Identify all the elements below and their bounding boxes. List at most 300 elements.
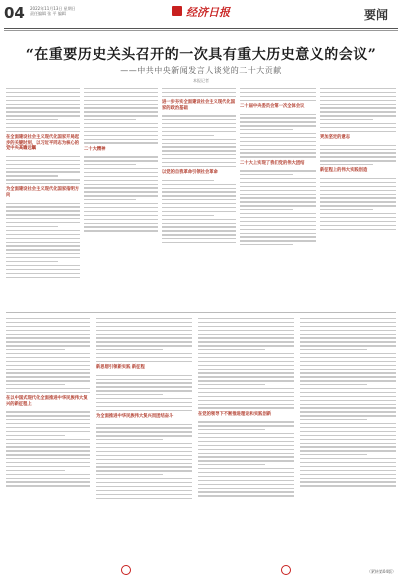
text-line [6, 443, 90, 444]
text-line [240, 156, 316, 157]
text-line [198, 495, 294, 496]
text-line [162, 234, 236, 235]
text-line [96, 382, 192, 383]
text-line [198, 476, 294, 477]
text-line [198, 369, 294, 370]
text-line [96, 482, 192, 483]
text-line [240, 114, 316, 115]
text-line [6, 439, 90, 440]
text-line [6, 337, 90, 338]
text-line [6, 330, 90, 331]
text-line [198, 407, 294, 408]
text-line [96, 379, 192, 380]
text-line [162, 88, 236, 89]
text-line [162, 230, 236, 231]
text-line [6, 127, 80, 128]
text-line [300, 466, 396, 467]
text-line [84, 88, 158, 89]
text-line [6, 380, 90, 381]
text-line [6, 164, 80, 165]
text-line [96, 435, 192, 436]
text-line [300, 470, 396, 471]
header-rule [4, 28, 398, 29]
text-line [300, 357, 396, 358]
section-subhead: 二十大精神 [84, 146, 106, 152]
column-3 [162, 88, 236, 310]
text-line [84, 127, 158, 128]
text-line [6, 365, 90, 366]
text-line [162, 215, 214, 216]
text-line [84, 168, 158, 169]
text-line [6, 485, 90, 486]
text-line [6, 470, 65, 471]
text-line [162, 139, 236, 140]
text-line [198, 337, 294, 338]
text-line [6, 245, 80, 246]
text-line [96, 463, 192, 464]
text-line [198, 437, 294, 438]
text-line [162, 154, 236, 155]
text-line [6, 269, 80, 270]
text-line [240, 190, 316, 191]
text-line [6, 427, 90, 428]
section-divider [6, 312, 396, 313]
text-line [6, 450, 90, 451]
column-2 [84, 88, 158, 310]
text-line [240, 88, 316, 89]
text-line [240, 205, 316, 206]
text-line [198, 425, 294, 426]
text-line [6, 261, 58, 262]
text-line [198, 421, 294, 422]
editor-line: 责任编辑 张 平 编辑 [30, 11, 66, 16]
text-line [162, 180, 214, 181]
page-mark [281, 565, 291, 575]
text-line [240, 170, 316, 171]
text-line [162, 123, 236, 124]
text-line [198, 330, 294, 331]
section-subhead: 二十届中央委员会第一次全体会议 [240, 103, 305, 109]
text-line [96, 451, 192, 452]
text-line [300, 326, 396, 327]
emblem-icon [172, 6, 182, 16]
newspaper-logo [172, 4, 242, 20]
text-line [320, 92, 396, 93]
text-line [240, 137, 316, 138]
text-line [240, 217, 316, 218]
text-line [96, 398, 192, 399]
text-line [6, 423, 90, 424]
text-line [96, 424, 192, 425]
section-label: 要闻 [363, 8, 388, 22]
column-8 [198, 318, 294, 564]
text-line [162, 92, 236, 93]
text-line [320, 201, 396, 202]
page-number: 04 [4, 4, 25, 22]
text-line [240, 182, 316, 183]
text-line [300, 481, 396, 482]
text-line [96, 326, 192, 327]
text-line [6, 322, 90, 323]
section-subhead: 更加坚定的意志 [320, 135, 351, 141]
text-line [240, 201, 316, 202]
text-line [198, 380, 294, 381]
text-line [84, 131, 158, 132]
text-line [300, 330, 396, 331]
text-line [6, 419, 90, 420]
text-line [198, 372, 294, 373]
text-line [96, 341, 192, 342]
text-line [6, 345, 90, 346]
text-line [320, 217, 396, 218]
logo-text: 经济日报 [186, 6, 230, 19]
text-line [6, 388, 90, 389]
text-line [6, 175, 58, 176]
text-line [162, 127, 236, 128]
text-line [84, 180, 158, 181]
text-line [6, 88, 80, 89]
text-line [84, 111, 158, 112]
text-line [300, 361, 396, 362]
text-line [198, 445, 294, 446]
text-line [320, 213, 396, 214]
text-line [320, 88, 396, 89]
text-line [320, 107, 396, 108]
text-line [198, 388, 294, 389]
column-4 [240, 88, 316, 310]
text-line [300, 341, 396, 342]
text-line [198, 491, 294, 492]
text-line [96, 410, 192, 411]
text-line [198, 404, 294, 405]
text-line [198, 326, 294, 327]
text-line [198, 472, 294, 473]
text-line [300, 376, 396, 377]
text-line [6, 411, 90, 412]
text-line [320, 131, 396, 132]
text-line [6, 218, 80, 219]
text-line [240, 225, 316, 226]
text-line [320, 194, 396, 195]
text-line [6, 131, 80, 132]
text-line [300, 404, 396, 405]
text-line [6, 156, 80, 157]
text-line [240, 125, 316, 126]
text-line [6, 123, 80, 124]
text-line [240, 141, 316, 142]
section-subhead: 为全面建设社会主义现代化国家指明方向 [6, 187, 80, 198]
text-line [300, 474, 396, 475]
text-line [6, 384, 65, 385]
text-line [84, 164, 136, 165]
text-line [240, 133, 316, 134]
text-line [240, 236, 316, 237]
text-line [162, 199, 236, 200]
section-subhead: 进一步夯实全面建设社会主义现代化国家的政治基础 [162, 100, 236, 111]
text-line [6, 168, 80, 169]
text-line [320, 225, 396, 226]
text-line [240, 152, 316, 153]
text-line [96, 478, 192, 479]
text-line [6, 179, 80, 180]
text-line [96, 357, 192, 358]
text-line [96, 494, 192, 495]
text-line [320, 160, 396, 161]
masthead [0, 0, 402, 28]
text-line [6, 257, 80, 258]
text-line [320, 115, 396, 116]
text-line [162, 207, 236, 208]
text-line [84, 96, 158, 97]
text-line [96, 427, 192, 428]
text-line [320, 100, 396, 101]
text-line [198, 322, 294, 323]
text-line [96, 498, 192, 499]
text-line [198, 396, 294, 397]
text-line [96, 406, 192, 407]
text-line [162, 131, 236, 132]
text-line [320, 164, 373, 165]
text-line [84, 100, 158, 101]
text-line [320, 209, 373, 210]
text-line [84, 123, 158, 124]
text-line [84, 191, 158, 192]
text-line [198, 449, 294, 450]
section-subhead: 新征程上的伟大实践创造 [320, 168, 368, 174]
text-line [6, 372, 90, 373]
text-line [162, 223, 236, 224]
text-line [6, 341, 90, 342]
text-line [96, 402, 192, 403]
text-line [96, 443, 192, 444]
text-line [240, 100, 316, 101]
text-line [240, 129, 293, 130]
date-block [30, 6, 90, 16]
text-line [162, 143, 236, 144]
text-line [162, 211, 236, 212]
text-line [240, 96, 316, 97]
text-line [84, 184, 158, 185]
text-line [240, 186, 316, 187]
text-line [198, 453, 294, 454]
text-line [300, 345, 396, 346]
text-line [84, 219, 158, 220]
text-line [96, 334, 192, 335]
text-line [84, 207, 158, 208]
text-line [300, 349, 367, 350]
text-line [6, 104, 80, 105]
text-line [96, 474, 163, 475]
text-line [96, 455, 192, 456]
text-line [240, 174, 293, 175]
text-line [6, 238, 80, 239]
text-line [6, 230, 80, 231]
text-line [6, 107, 80, 108]
text-line [198, 468, 294, 469]
section-subhead: 以党的自我革命引领社会革命 [162, 170, 218, 176]
section-subhead: 在以中国式现代化全面推进中华民族伟大复兴的新征程上 [6, 396, 88, 407]
text-line [240, 244, 293, 245]
text-line [320, 111, 396, 112]
text-line [300, 407, 396, 408]
text-line [198, 433, 294, 434]
text-line [320, 96, 396, 97]
text-line [6, 100, 80, 101]
text-line [96, 439, 163, 440]
text-line [300, 419, 367, 420]
text-line [320, 119, 373, 120]
text-line [6, 253, 80, 254]
text-line [162, 162, 236, 163]
text-line [6, 454, 90, 455]
text-line [96, 322, 192, 323]
text-line [198, 353, 294, 354]
text-line [320, 123, 396, 124]
text-line [84, 223, 158, 224]
text-line [6, 265, 80, 266]
text-line [6, 242, 80, 243]
text-line [84, 135, 158, 136]
text-line [84, 115, 158, 116]
text-line [6, 474, 90, 475]
text-line [240, 209, 293, 210]
text-line [162, 135, 214, 136]
text-line [162, 242, 236, 243]
text-line [300, 318, 396, 319]
text-line [6, 369, 90, 370]
text-line [6, 334, 90, 335]
text-line [300, 454, 367, 455]
text-line [6, 435, 65, 436]
text-line [240, 178, 316, 179]
text-line [84, 139, 158, 140]
column-1 [6, 88, 80, 310]
text-line [240, 117, 316, 118]
column-5 [320, 88, 396, 310]
text-line [198, 341, 294, 342]
text-line [320, 197, 396, 198]
text-line [162, 96, 236, 97]
text-line [96, 470, 192, 471]
subtitle: ——中共中央新闻发言人谈党的二十大贡献 [120, 66, 282, 75]
text-line [162, 191, 236, 192]
text-line [6, 214, 80, 215]
text-line [6, 203, 80, 204]
text-line [162, 188, 236, 189]
text-line [6, 222, 80, 223]
text-line [198, 345, 294, 346]
text-line [6, 431, 90, 432]
text-line [6, 357, 90, 358]
text-line [162, 166, 236, 167]
text-line [96, 375, 192, 376]
text-line [6, 183, 80, 184]
text-line [198, 376, 294, 377]
text-line [6, 446, 90, 447]
text-line [300, 369, 396, 370]
text-line [300, 384, 367, 385]
text-line [162, 158, 236, 159]
text-line [96, 361, 192, 362]
text-line [300, 372, 396, 373]
text-line [300, 365, 396, 366]
text-line [162, 150, 236, 151]
text-line [96, 337, 192, 338]
text-line [96, 490, 192, 491]
text-line [300, 478, 396, 479]
text-line [96, 431, 192, 432]
text-line [162, 226, 236, 227]
text-line [300, 462, 396, 463]
text-line [300, 322, 396, 323]
text-line [300, 415, 396, 416]
text-line [162, 195, 236, 196]
text-line [6, 111, 80, 112]
section-subhead: 在党的领导下不断推进理论和实践创新 [198, 411, 272, 417]
text-line [6, 481, 90, 482]
column-9 [300, 318, 396, 564]
text-line [300, 396, 396, 397]
text-line [198, 318, 294, 319]
text-line [300, 427, 396, 428]
text-line [6, 326, 90, 327]
text-line [300, 431, 396, 432]
text-line [84, 226, 158, 227]
text-line [300, 400, 396, 401]
text-line [198, 488, 294, 489]
text-line [84, 195, 158, 196]
text-line [320, 156, 396, 157]
text-line [198, 400, 294, 401]
text-line [96, 345, 192, 346]
text-line [96, 459, 192, 460]
text-line [198, 441, 294, 442]
text-line [84, 187, 158, 188]
text-line [84, 211, 158, 212]
text-line [162, 146, 236, 147]
text-line [6, 234, 80, 235]
text-line [6, 171, 80, 172]
text-line [240, 240, 316, 241]
text-line [84, 230, 158, 231]
text-line [84, 199, 136, 200]
date-line: 2022年11月13日 星期日 [30, 6, 76, 11]
continued-note: （紧转第04版） [366, 569, 396, 574]
text-line [300, 353, 396, 354]
text-line [198, 357, 294, 358]
text-line [6, 277, 80, 278]
text-line [300, 380, 396, 381]
text-line [6, 160, 80, 161]
text-line [6, 392, 90, 393]
text-line [320, 190, 396, 191]
text-line [320, 178, 396, 179]
text-line [6, 206, 80, 207]
text-line [84, 215, 158, 216]
column-6 [6, 318, 90, 564]
text-line [240, 229, 316, 230]
text-line [320, 205, 396, 206]
text-line [6, 353, 90, 354]
text-line [96, 447, 192, 448]
text-line [6, 119, 58, 120]
text-line [240, 145, 316, 146]
text-line [6, 349, 65, 350]
text-line [320, 145, 396, 146]
text-line [96, 349, 163, 350]
text-line [320, 127, 396, 128]
text-line [6, 115, 80, 116]
